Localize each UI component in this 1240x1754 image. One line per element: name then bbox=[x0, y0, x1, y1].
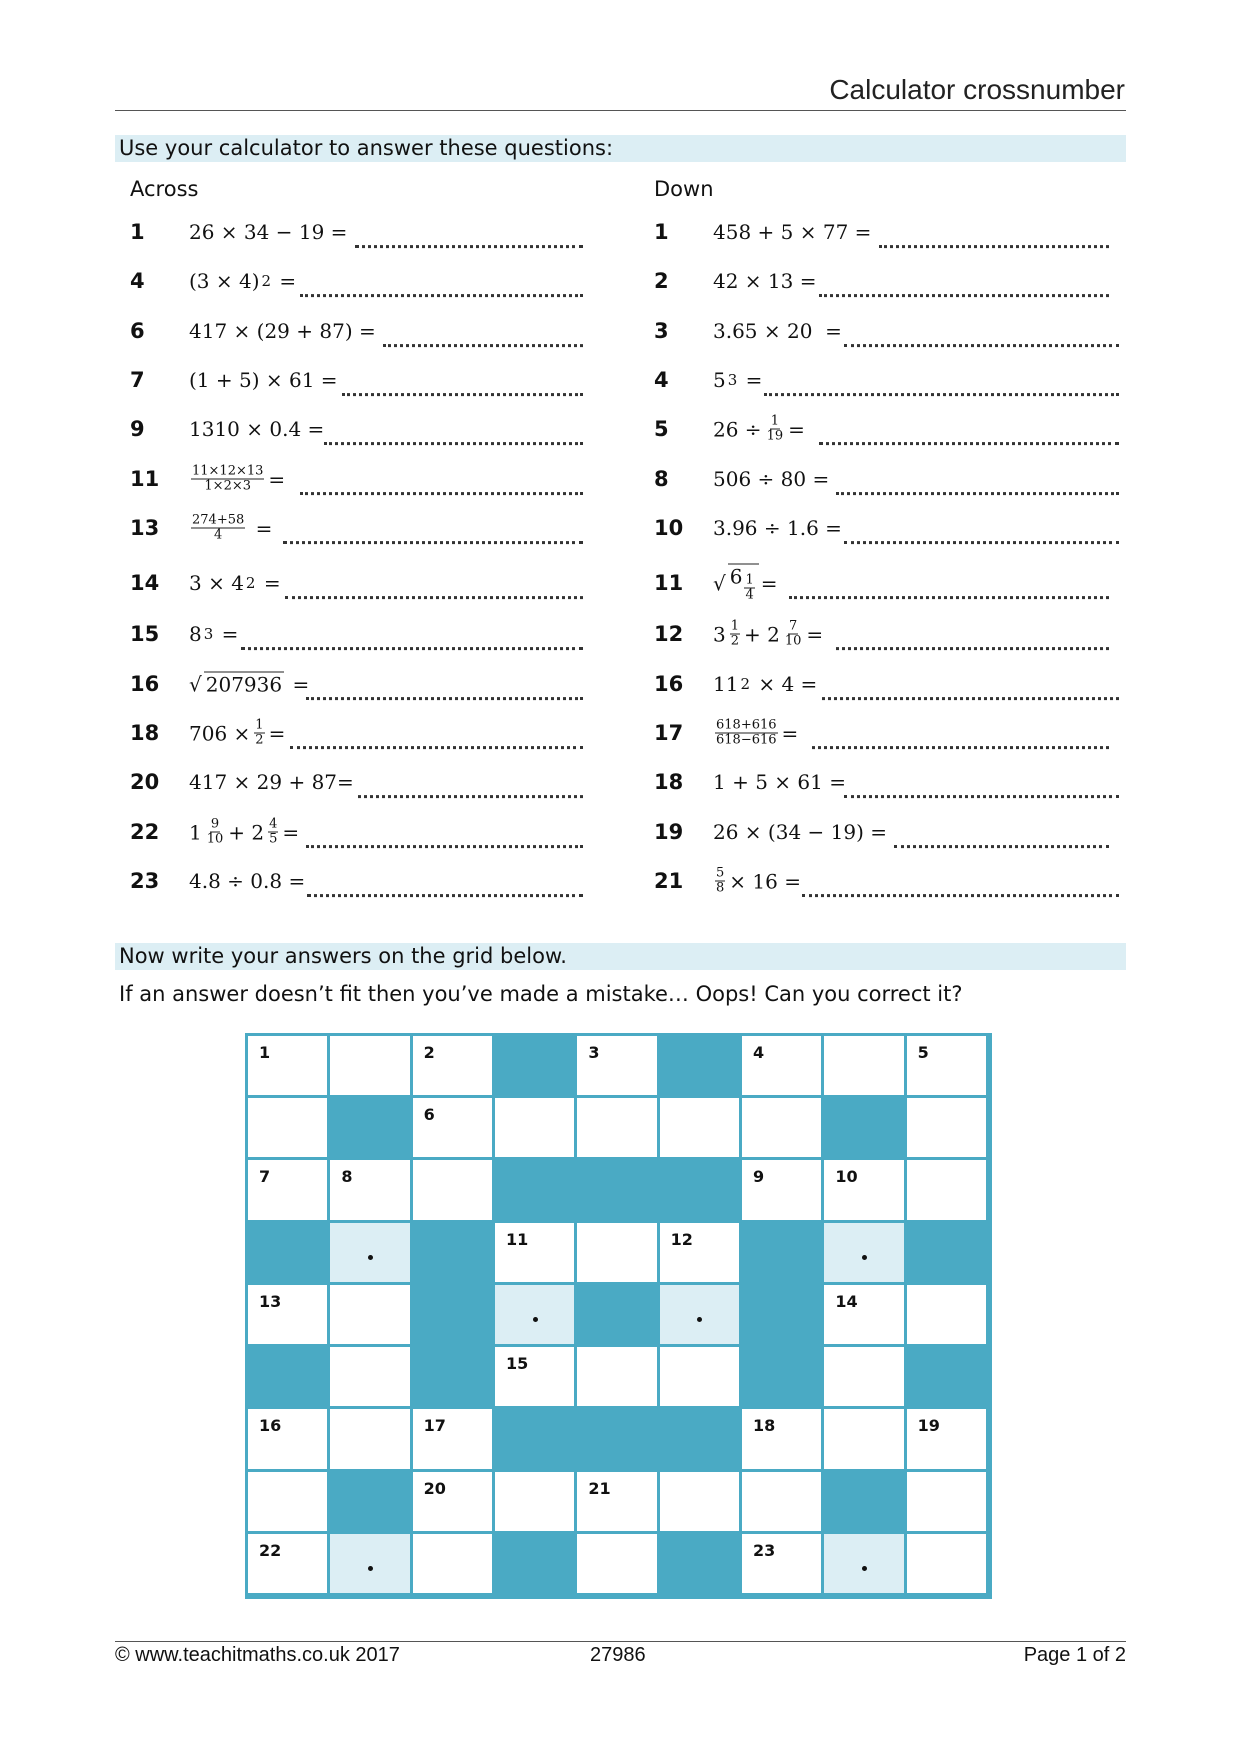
down-clue-2: 2 42 × 13 = bbox=[654, 261, 1114, 301]
clue-expression: 417 × (29 + 87) = bbox=[189, 319, 376, 343]
grid-cell-numbered[interactable] bbox=[824, 1160, 903, 1219]
answer-line[interactable] bbox=[844, 324, 1119, 347]
grid-cell-numbered[interactable] bbox=[413, 1472, 492, 1531]
across-clue-11: 11 $\frac{11\times 12\times 13}{1\times 2\times 3}$ = bbox=[130, 459, 585, 499]
grid-cell[interactable] bbox=[660, 1347, 739, 1406]
grid-cell-numbered[interactable] bbox=[413, 1098, 492, 1157]
down-clue-8: 8 506 ÷ 80 = bbox=[654, 459, 1114, 499]
footer-page-number: Page 1 of 2 bbox=[1023, 1644, 1126, 1666]
decimal-point-cell[interactable] bbox=[330, 1223, 409, 1282]
grid-cell[interactable] bbox=[577, 1223, 656, 1282]
cell-number: 18 bbox=[753, 1416, 776, 1436]
grid-cell[interactable] bbox=[495, 1472, 574, 1531]
grid-cell-numbered[interactable] bbox=[413, 1409, 492, 1468]
clue-expression: $\frac{274+58}{4}$ = bbox=[192, 512, 273, 543]
clue-expression: 1 $\frac{9}{10}$ + 2 $\frac{4}{5}$ = bbox=[189, 816, 300, 847]
grid-cell-numbered[interactable] bbox=[742, 1409, 821, 1468]
cell-number: 20 bbox=[423, 1478, 446, 1498]
cell-number: 4 bbox=[753, 1043, 765, 1062]
cell-number: 11 bbox=[506, 1229, 529, 1249]
grid-cell[interactable] bbox=[248, 1098, 327, 1157]
grid-cell-numbered[interactable] bbox=[742, 1036, 821, 1095]
grid-cell[interactable] bbox=[248, 1472, 327, 1531]
down-clue-5: 5 26 ÷ $\frac{1}{19}$ = bbox=[654, 409, 1114, 449]
answer-line[interactable] bbox=[802, 874, 1119, 897]
clue-expression: $\frac{11\times 12\times 13}{1\times 2\times 3}$ = bbox=[192, 463, 286, 494]
down-clue-21: 21 $\frac{5}{8}$ × 16 = bbox=[654, 861, 1114, 901]
grid-cell[interactable] bbox=[413, 1534, 492, 1593]
clue-expression: $\frac{5}{8}$ × 16 = bbox=[716, 865, 801, 896]
grid-instruction-banner: Now write your answers on the grid below. bbox=[115, 943, 1126, 970]
crossnumber-grid bbox=[245, 1033, 992, 1599]
clue-expression: 5 3 = bbox=[713, 368, 763, 392]
cell-number: 17 bbox=[423, 1416, 446, 1436]
decimal-point bbox=[533, 1317, 538, 1322]
down-clue-17: 17 $\frac{618+616}{618-616}$ = bbox=[654, 713, 1114, 753]
decimal-point-cell[interactable] bbox=[660, 1285, 739, 1344]
clue-expression: 26 × (34 − 19) = bbox=[713, 820, 888, 844]
down-clue-10: 10 3.96 ÷ 1.6 = bbox=[654, 508, 1114, 548]
answer-line[interactable] bbox=[844, 775, 1119, 798]
decimal-point bbox=[368, 1566, 373, 1571]
answer-line[interactable] bbox=[894, 825, 1109, 848]
across-clue-16: 16 √ 207936 = bbox=[130, 664, 585, 704]
grid-cell-numbered[interactable] bbox=[248, 1409, 327, 1468]
across-clue-7: 7 (1 + 5) × 61 = bbox=[130, 360, 585, 400]
cell-number: 23 bbox=[753, 1540, 776, 1560]
cell-number: 9 bbox=[753, 1167, 765, 1187]
cell-number: 2 bbox=[423, 1043, 435, 1062]
answer-line[interactable] bbox=[307, 874, 583, 897]
footer-code: 27986 bbox=[590, 1644, 646, 1666]
answer-line[interactable] bbox=[836, 627, 1109, 650]
answer-line[interactable] bbox=[285, 576, 583, 599]
decimal-point bbox=[862, 1566, 867, 1571]
decimal-point bbox=[368, 1255, 373, 1260]
grid-cell-numbered[interactable] bbox=[907, 1409, 986, 1468]
clue-expression: 3.65 × 20 = bbox=[713, 319, 842, 343]
decimal-point bbox=[862, 1255, 867, 1260]
across-clue-13: 13 $\frac{274+58}{4}$ = bbox=[130, 508, 585, 548]
footer-copyright: © www.teachitmaths.co.uk 2017 bbox=[115, 1644, 400, 1666]
grid-cell[interactable] bbox=[824, 1347, 903, 1406]
grid-cell-numbered[interactable] bbox=[577, 1036, 656, 1095]
answer-line[interactable] bbox=[300, 472, 583, 495]
answer-line[interactable] bbox=[879, 225, 1109, 248]
answer-line[interactable] bbox=[324, 422, 583, 445]
answer-line[interactable] bbox=[819, 422, 1119, 445]
clue-expression: 458 + 5 × 77 = bbox=[713, 220, 872, 244]
clue-expression: 3 $\frac{1}{2}$ + 2 $\frac{7}{10}$ = bbox=[713, 618, 824, 649]
cell-number: 21 bbox=[588, 1478, 611, 1498]
grid-cell-numbered[interactable] bbox=[742, 1160, 821, 1219]
grid-cell-numbered[interactable] bbox=[742, 1534, 821, 1593]
grid-cell[interactable] bbox=[824, 1036, 903, 1095]
clue-expression: 506 ÷ 80 = bbox=[713, 467, 830, 491]
cell-number: 12 bbox=[670, 1229, 693, 1249]
cell-number: 7 bbox=[259, 1167, 271, 1187]
across-clue-23: 23 4.8 ÷ 0.8 = bbox=[130, 861, 585, 901]
grid-cell[interactable] bbox=[495, 1098, 574, 1157]
answer-line[interactable] bbox=[383, 324, 583, 347]
across-clue-1: 1 26 × 34 − 19 = bbox=[130, 212, 585, 252]
answer-line[interactable] bbox=[241, 627, 583, 650]
clue-expression: 3 × 4 2 = bbox=[189, 571, 281, 595]
down-clue-4: 4 5 3 = bbox=[654, 360, 1114, 400]
answer-line[interactable] bbox=[844, 521, 1119, 544]
answer-line[interactable] bbox=[822, 677, 1119, 700]
grid-cell-numbered[interactable] bbox=[413, 1036, 492, 1095]
grid-cell[interactable] bbox=[660, 1098, 739, 1157]
page-title: Calculator crossnumber bbox=[829, 74, 1125, 105]
grid-cell[interactable] bbox=[413, 1160, 492, 1219]
clue-expression: $\frac{618+616}{618-616}$ = bbox=[716, 717, 799, 748]
decimal-point-cell[interactable] bbox=[824, 1223, 903, 1282]
grid-cell-numbered[interactable] bbox=[907, 1036, 986, 1095]
answer-line[interactable] bbox=[306, 825, 583, 848]
clue-expression: √ 6 $\frac{1}{4}$ = bbox=[713, 564, 778, 603]
clue-expression: 3.96 ÷ 1.6 = bbox=[713, 516, 842, 540]
clue-expression: 42 × 13 = bbox=[713, 269, 817, 293]
clue-expression: 4.8 ÷ 0.8 = bbox=[189, 869, 306, 893]
clue-expression: (1 + 5) × 61 = bbox=[189, 368, 338, 392]
answer-line[interactable] bbox=[342, 373, 583, 396]
grid-cell[interactable] bbox=[330, 1409, 409, 1468]
clue-expression: √ 207936 = bbox=[189, 672, 310, 697]
grid-cell-numbered[interactable] bbox=[660, 1223, 739, 1282]
cell-number: 16 bbox=[259, 1416, 282, 1436]
down-clue-3: 3 3.65 × 20 = bbox=[654, 311, 1114, 351]
grid-cell[interactable] bbox=[907, 1285, 986, 1344]
grid-cell-numbered[interactable] bbox=[248, 1036, 327, 1095]
answer-line[interactable] bbox=[300, 274, 583, 297]
grid-cell-numbered[interactable] bbox=[577, 1472, 656, 1531]
across-clue-18: 18 706 × $\frac{1}{2}$ = bbox=[130, 713, 585, 753]
clue-expression: 417 × 29 + 87= bbox=[189, 770, 354, 794]
grid-cell-numbered[interactable] bbox=[248, 1534, 327, 1593]
grid-cell-numbered[interactable] bbox=[824, 1285, 903, 1344]
across-clue-14: 14 3 × 4 2 = bbox=[130, 563, 585, 603]
cell-number: 8 bbox=[341, 1167, 353, 1187]
grid-cell[interactable] bbox=[330, 1347, 409, 1406]
grid-cell[interactable] bbox=[907, 1534, 986, 1593]
clue-expression: 11 2 × 4 = bbox=[713, 672, 818, 696]
grid-cell[interactable] bbox=[907, 1160, 986, 1219]
instruction-banner: Use your calculator to answer these questions: bbox=[115, 135, 1126, 162]
answer-line[interactable] bbox=[819, 274, 1109, 297]
grid-cell[interactable] bbox=[824, 1409, 903, 1468]
clue-expression: 26 ÷ $\frac{1}{19}$ = bbox=[713, 413, 805, 444]
across-clue-9: 9 1310 × 0.4 = bbox=[130, 409, 585, 449]
grid-cell[interactable] bbox=[742, 1472, 821, 1531]
answer-line[interactable] bbox=[812, 726, 1109, 749]
grid-cell-numbered[interactable] bbox=[248, 1160, 327, 1219]
down-clue-12: 12 3 $\frac{1}{2}$ + 2 $\frac{7}{10}$ = bbox=[654, 614, 1114, 654]
down-clue-11: 11 √ 6 $\frac{1}{4}$ = bbox=[654, 563, 1114, 603]
cell-number: 1 bbox=[259, 1043, 271, 1062]
grid-cell[interactable] bbox=[577, 1347, 656, 1406]
grid-cell[interactable] bbox=[907, 1472, 986, 1531]
down-heading: Down bbox=[654, 177, 714, 201]
answer-line[interactable] bbox=[283, 521, 583, 544]
grid-cell[interactable] bbox=[660, 1472, 739, 1531]
down-clue-19: 19 26 × (34 − 19) = bbox=[654, 812, 1114, 852]
header-divider bbox=[115, 110, 1126, 111]
decimal-point bbox=[697, 1317, 702, 1322]
across-clue-20: 20 417 × 29 + 87= bbox=[130, 762, 585, 802]
grid-cell[interactable] bbox=[742, 1098, 821, 1157]
down-clue-18: 18 1 + 5 × 61 = bbox=[654, 762, 1114, 802]
grid-cell[interactable] bbox=[577, 1534, 656, 1593]
answer-line[interactable] bbox=[355, 225, 583, 248]
answer-line[interactable] bbox=[290, 726, 583, 749]
grid-cell-numbered[interactable] bbox=[495, 1223, 574, 1282]
grid-cell-numbered[interactable] bbox=[248, 1285, 327, 1344]
answer-line[interactable] bbox=[789, 576, 1109, 599]
grid-cell-numbered[interactable] bbox=[495, 1347, 574, 1406]
across-clue-6: 6 417 × (29 + 87) = bbox=[130, 311, 585, 351]
decimal-point-cell[interactable] bbox=[495, 1285, 574, 1344]
clue-expression: 1 + 5 × 61 = bbox=[713, 770, 846, 794]
grid-hint: If an answer doesn’t fit then you’ve made a mistake… Oops! Can you correct it? bbox=[119, 982, 963, 1006]
grid-cell-numbered[interactable] bbox=[330, 1160, 409, 1219]
down-clue-16: 16 11 2 × 4 = bbox=[654, 664, 1114, 704]
cell-number: 3 bbox=[588, 1043, 600, 1062]
answer-line[interactable] bbox=[358, 775, 583, 798]
grid-cell[interactable] bbox=[330, 1036, 409, 1095]
clue-expression: 1310 × 0.4 = bbox=[189, 417, 325, 441]
cell-number: 15 bbox=[506, 1354, 529, 1374]
across-clue-22: 22 1 $\frac{9}{10}$ + 2 $\frac{4}{5}$ = bbox=[130, 812, 585, 852]
decimal-point-cell[interactable] bbox=[824, 1534, 903, 1593]
answer-line[interactable] bbox=[764, 373, 1119, 396]
grid-cell[interactable] bbox=[907, 1098, 986, 1157]
across-heading: Across bbox=[130, 177, 199, 201]
clue-expression: 26 × 34 − 19 = bbox=[189, 220, 348, 244]
clue-expression: 8 3 = bbox=[189, 622, 239, 646]
clue-expression: 706 × $\frac{1}{2}$ = bbox=[189, 717, 286, 748]
across-clue-4: 4 (3 × 4) 2 = bbox=[130, 261, 585, 301]
across-clue-15: 15 8 3 = bbox=[130, 614, 585, 654]
cell-number: 13 bbox=[259, 1291, 282, 1311]
cell-number: 22 bbox=[259, 1540, 282, 1560]
answer-line[interactable] bbox=[306, 677, 583, 700]
grid-cell[interactable] bbox=[577, 1098, 656, 1157]
down-clue-1: 1 458 + 5 × 77 = bbox=[654, 212, 1114, 252]
cell-number: 14 bbox=[835, 1291, 858, 1311]
decimal-point-cell[interactable] bbox=[330, 1534, 409, 1593]
cell-number: 10 bbox=[835, 1167, 858, 1187]
grid-cell[interactable] bbox=[330, 1285, 409, 1344]
answer-line[interactable] bbox=[836, 472, 1119, 495]
clue-expression: (3 × 4) 2 = bbox=[189, 269, 297, 293]
cell-number: 19 bbox=[917, 1416, 940, 1436]
cell-number: 6 bbox=[423, 1105, 435, 1125]
cell-number: 5 bbox=[917, 1043, 929, 1062]
